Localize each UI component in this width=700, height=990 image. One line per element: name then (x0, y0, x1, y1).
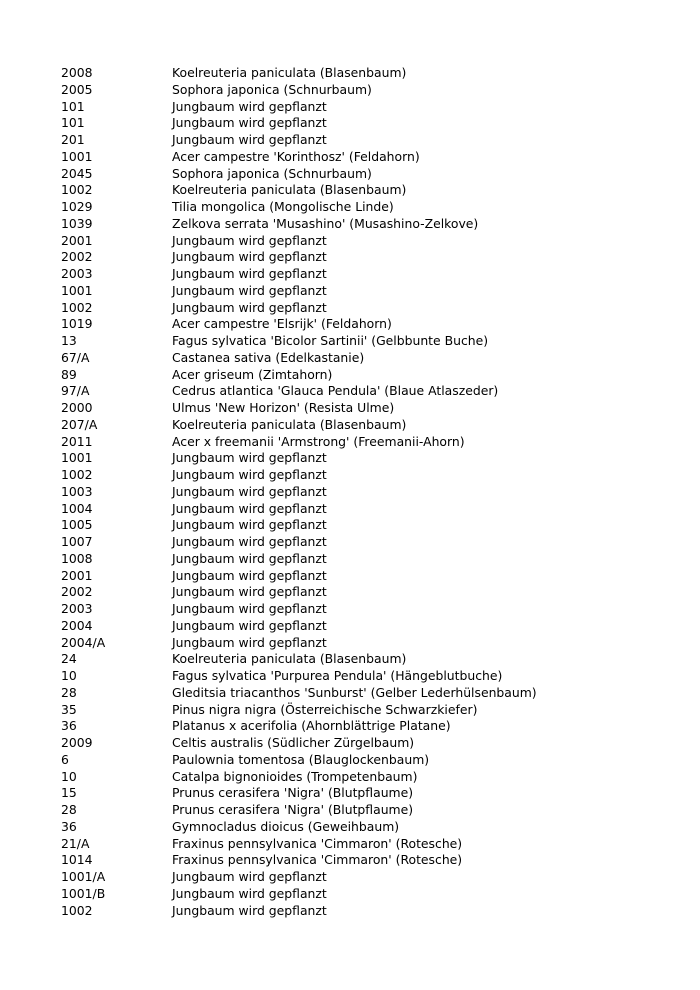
tree-species: Jungbaum wird gepflanzt (172, 232, 327, 248)
tree-list-row (61, 618, 681, 635)
tree-list-row (61, 484, 681, 501)
tree-list-row (61, 434, 681, 451)
tree-number: 2003 (61, 266, 93, 281)
tree-species: Jungbaum wird gepflanzt (172, 869, 327, 884)
tree-list-row (61, 785, 681, 802)
tree-list-row (61, 249, 681, 266)
tree-number: 13 (61, 333, 77, 348)
tree-number: 1014 (61, 852, 93, 868)
tree-number: 2045 (61, 165, 93, 181)
tree-list-row (61, 869, 681, 886)
tree-species: Acer griseum (Zimtahorn) (172, 366, 333, 382)
tree-number: 2009 (61, 735, 93, 750)
tree-list-row (61, 886, 681, 903)
tree-list-row (61, 685, 681, 702)
tree-number: 35 (61, 701, 77, 717)
tree-list-row (61, 367, 681, 384)
tree-list-row (61, 350, 681, 367)
tree-number: 15 (61, 785, 77, 801)
tree-number: 36 (61, 718, 77, 734)
tree-species: Ulmus 'New Horizon' (Resista Ulme) (172, 400, 395, 415)
tree-number: 1004 (61, 500, 93, 516)
tree-species: Jungbaum wird gepflanzt (172, 902, 327, 918)
tree-list-row (61, 333, 681, 350)
tree-species: Castanea sativa (Edelkastanie) (172, 349, 365, 365)
tree-species: Jungbaum wird gepflanzt (172, 483, 327, 499)
tree-list-row (61, 199, 681, 216)
tree-number: 6 (61, 751, 69, 767)
tree-species: Jungbaum wird gepflanzt (172, 299, 327, 315)
tree-species: Jungbaum wird gepflanzt (172, 550, 327, 566)
tree-number: 1029 (61, 199, 93, 214)
tree-list-row (61, 769, 681, 786)
tree-species: Celtis australis (Südlicher Zürgelbaum) (172, 735, 415, 750)
tree-number: 21/A (61, 835, 90, 851)
tree-list-row (61, 501, 681, 518)
tree-list-row (61, 132, 681, 149)
tree-number: 201 (61, 132, 85, 147)
tree-species: Fagus sylvatica 'Purpurea Pendula' (Hängeblutbuche) (172, 668, 503, 683)
tree-list-row (61, 115, 681, 132)
tree-number: 2001 (61, 567, 93, 583)
tree-list-row (61, 534, 681, 551)
tree-number: 2011 (61, 433, 93, 449)
tree-list-row (61, 182, 681, 199)
tree-list-row (61, 383, 681, 400)
tree-species: Pinus nigra nigra (Österreichische Schwarzkiefer) (172, 701, 478, 717)
tree-list-row (61, 852, 681, 869)
tree-number: 1039 (61, 215, 93, 231)
tree-species: Fraxinus pennsylvanica 'Cimmaron' (Rotesche) (172, 852, 463, 868)
tree-species: Jungbaum wird gepflanzt (172, 467, 327, 482)
tree-species: Fagus sylvatica 'Bicolor Sartinii' (Gelbbunte Buche) (172, 333, 489, 348)
tree-number: 2005 (61, 81, 93, 97)
tree-list-row (61, 450, 681, 467)
tree-list-row (61, 266, 681, 283)
tree-number: 1002 (61, 299, 93, 315)
tree-list-row (61, 467, 681, 484)
tree-number: 1003 (61, 483, 93, 499)
tree-list-row (61, 216, 681, 233)
tree-number: 2002 (61, 584, 93, 600)
tree-list-row (61, 584, 681, 601)
tree-species: Gleditsia triacanthos 'Sunburst' (Gelber Lederhülsenbaum) (172, 684, 537, 700)
tree-species: Tilia mongolica (Mongolische Linde) (172, 199, 394, 214)
tree-species: Koelreuteria paniculata (Blasenbaum) (172, 182, 407, 198)
tree-list-row (61, 417, 681, 434)
tree-number: 101 (61, 115, 85, 131)
tree-number: 1002 (61, 902, 93, 918)
tree-species: Fraxinus pennsylvanica 'Cimmaron' (Rotesche) (172, 835, 463, 851)
tree-species: Gymnocladus dioicus (Geweihbaum) (172, 818, 400, 834)
tree-list-row (61, 517, 681, 534)
tree-number: 1005 (61, 517, 93, 533)
tree-species: Cedrus atlantica 'Glauca Pendula' (Blaue Atlaszeder) (172, 383, 499, 399)
tree-number: 2004 (61, 617, 93, 633)
tree-number: 101 (61, 98, 85, 114)
tree-list (61, 65, 681, 919)
tree-species: Acer campestre 'Korinthosz' (Feldahorn) (172, 148, 420, 164)
tree-species: Catalpa bignonioides (Trompetenbaum) (172, 768, 418, 784)
tree-list-row (61, 819, 681, 836)
tree-number: 28 (61, 802, 77, 817)
tree-species: Jungbaum wird gepflanzt (172, 601, 327, 616)
tree-species: Jungbaum wird gepflanzt (172, 634, 327, 650)
tree-number: 1019 (61, 316, 93, 332)
tree-species: Jungbaum wird gepflanzt (172, 885, 327, 901)
tree-species: Platanus x acerifolia (Ahornblättrige Platane) (172, 718, 451, 734)
tree-number: 1008 (61, 550, 93, 566)
tree-species: Jungbaum wird gepflanzt (172, 567, 327, 583)
tree-number: 2000 (61, 400, 93, 415)
tree-number: 2001 (61, 232, 93, 248)
tree-species: Koelreuteria paniculata (Blasenbaum) (172, 416, 407, 432)
tree-list-row (61, 668, 681, 685)
tree-number: 1007 (61, 534, 93, 549)
tree-list-row (61, 300, 681, 317)
tree-number: 10 (61, 668, 77, 683)
tree-number: 67/A (61, 349, 90, 365)
tree-list-row (61, 551, 681, 568)
tree-list-row (61, 752, 681, 769)
tree-list-row (61, 601, 681, 618)
tree-species: Acer x freemanii 'Armstrong' (Freemanii-Ahorn) (172, 433, 465, 449)
tree-list-row (61, 651, 681, 668)
tree-species: Jungbaum wird gepflanzt (172, 617, 327, 633)
tree-species: Prunus cerasifera 'Nigra' (Blutpflaume) (172, 802, 414, 817)
tree-list-row (61, 718, 681, 735)
tree-number: 10 (61, 768, 77, 784)
tree-list-row (61, 166, 681, 183)
tree-number: 89 (61, 366, 77, 382)
tree-species: Jungbaum wird gepflanzt (172, 132, 327, 147)
tree-number: 1001/A (61, 869, 106, 884)
tree-list-row (61, 568, 681, 585)
tree-number: 1001/B (61, 885, 106, 901)
tree-list-row (61, 702, 681, 719)
tree-number: 36 (61, 818, 77, 834)
tree-species: Paulownia tomentosa (Blauglockenbaum) (172, 751, 430, 767)
tree-number: 2008 (61, 65, 93, 80)
tree-number: 97/A (61, 383, 90, 399)
tree-species: Jungbaum wird gepflanzt (172, 98, 327, 114)
tree-list-row (61, 149, 681, 166)
tree-number: 1002 (61, 467, 93, 482)
tree-list-row (61, 735, 681, 752)
tree-number: 28 (61, 684, 77, 700)
tree-species: Jungbaum wird gepflanzt (172, 584, 327, 600)
tree-list-row (61, 233, 681, 250)
tree-number: 1001 (61, 282, 93, 298)
tree-list-row (61, 99, 681, 116)
tree-species: Jungbaum wird gepflanzt (172, 500, 327, 516)
tree-number: 2002 (61, 249, 93, 265)
tree-species: Jungbaum wird gepflanzt (172, 517, 327, 533)
tree-species: Zelkova serrata 'Musashino' (Musashino-Zelkove) (172, 215, 479, 231)
tree-number: 207/A (61, 416, 98, 432)
tree-species: Koelreuteria paniculata (Blasenbaum) (172, 65, 407, 80)
tree-species: Sophora japonica (Schnurbaum) (172, 81, 372, 97)
tree-list-row (61, 903, 681, 920)
tree-list-row (61, 635, 681, 652)
tree-species: Jungbaum wird gepflanzt (172, 450, 327, 466)
tree-list-row (61, 802, 681, 819)
tree-list-row (61, 65, 681, 82)
tree-species: Koelreuteria paniculata (Blasenbaum) (172, 651, 407, 667)
tree-number: 24 (61, 651, 77, 667)
tree-species: Sophora japonica (Schnurbaum) (172, 165, 372, 181)
tree-list-row (61, 316, 681, 333)
tree-list-row (61, 836, 681, 853)
tree-species: Jungbaum wird gepflanzt (172, 266, 327, 281)
tree-species: Acer campestre 'Elsrijk' (Feldahorn) (172, 316, 392, 332)
tree-list-row (61, 82, 681, 99)
tree-list-row (61, 400, 681, 417)
tree-species: Jungbaum wird gepflanzt (172, 282, 327, 298)
tree-number: 1001 (61, 450, 93, 466)
tree-number: 1001 (61, 148, 93, 164)
tree-number: 1002 (61, 182, 93, 198)
tree-species: Jungbaum wird gepflanzt (172, 534, 327, 549)
tree-number: 2003 (61, 601, 93, 616)
tree-species: Prunus cerasifera 'Nigra' (Blutpflaume) (172, 785, 414, 801)
tree-species: Jungbaum wird gepflanzt (172, 249, 327, 265)
tree-number: 2004/A (61, 634, 106, 650)
tree-list-row (61, 283, 681, 300)
tree-species: Jungbaum wird gepflanzt (172, 115, 327, 131)
